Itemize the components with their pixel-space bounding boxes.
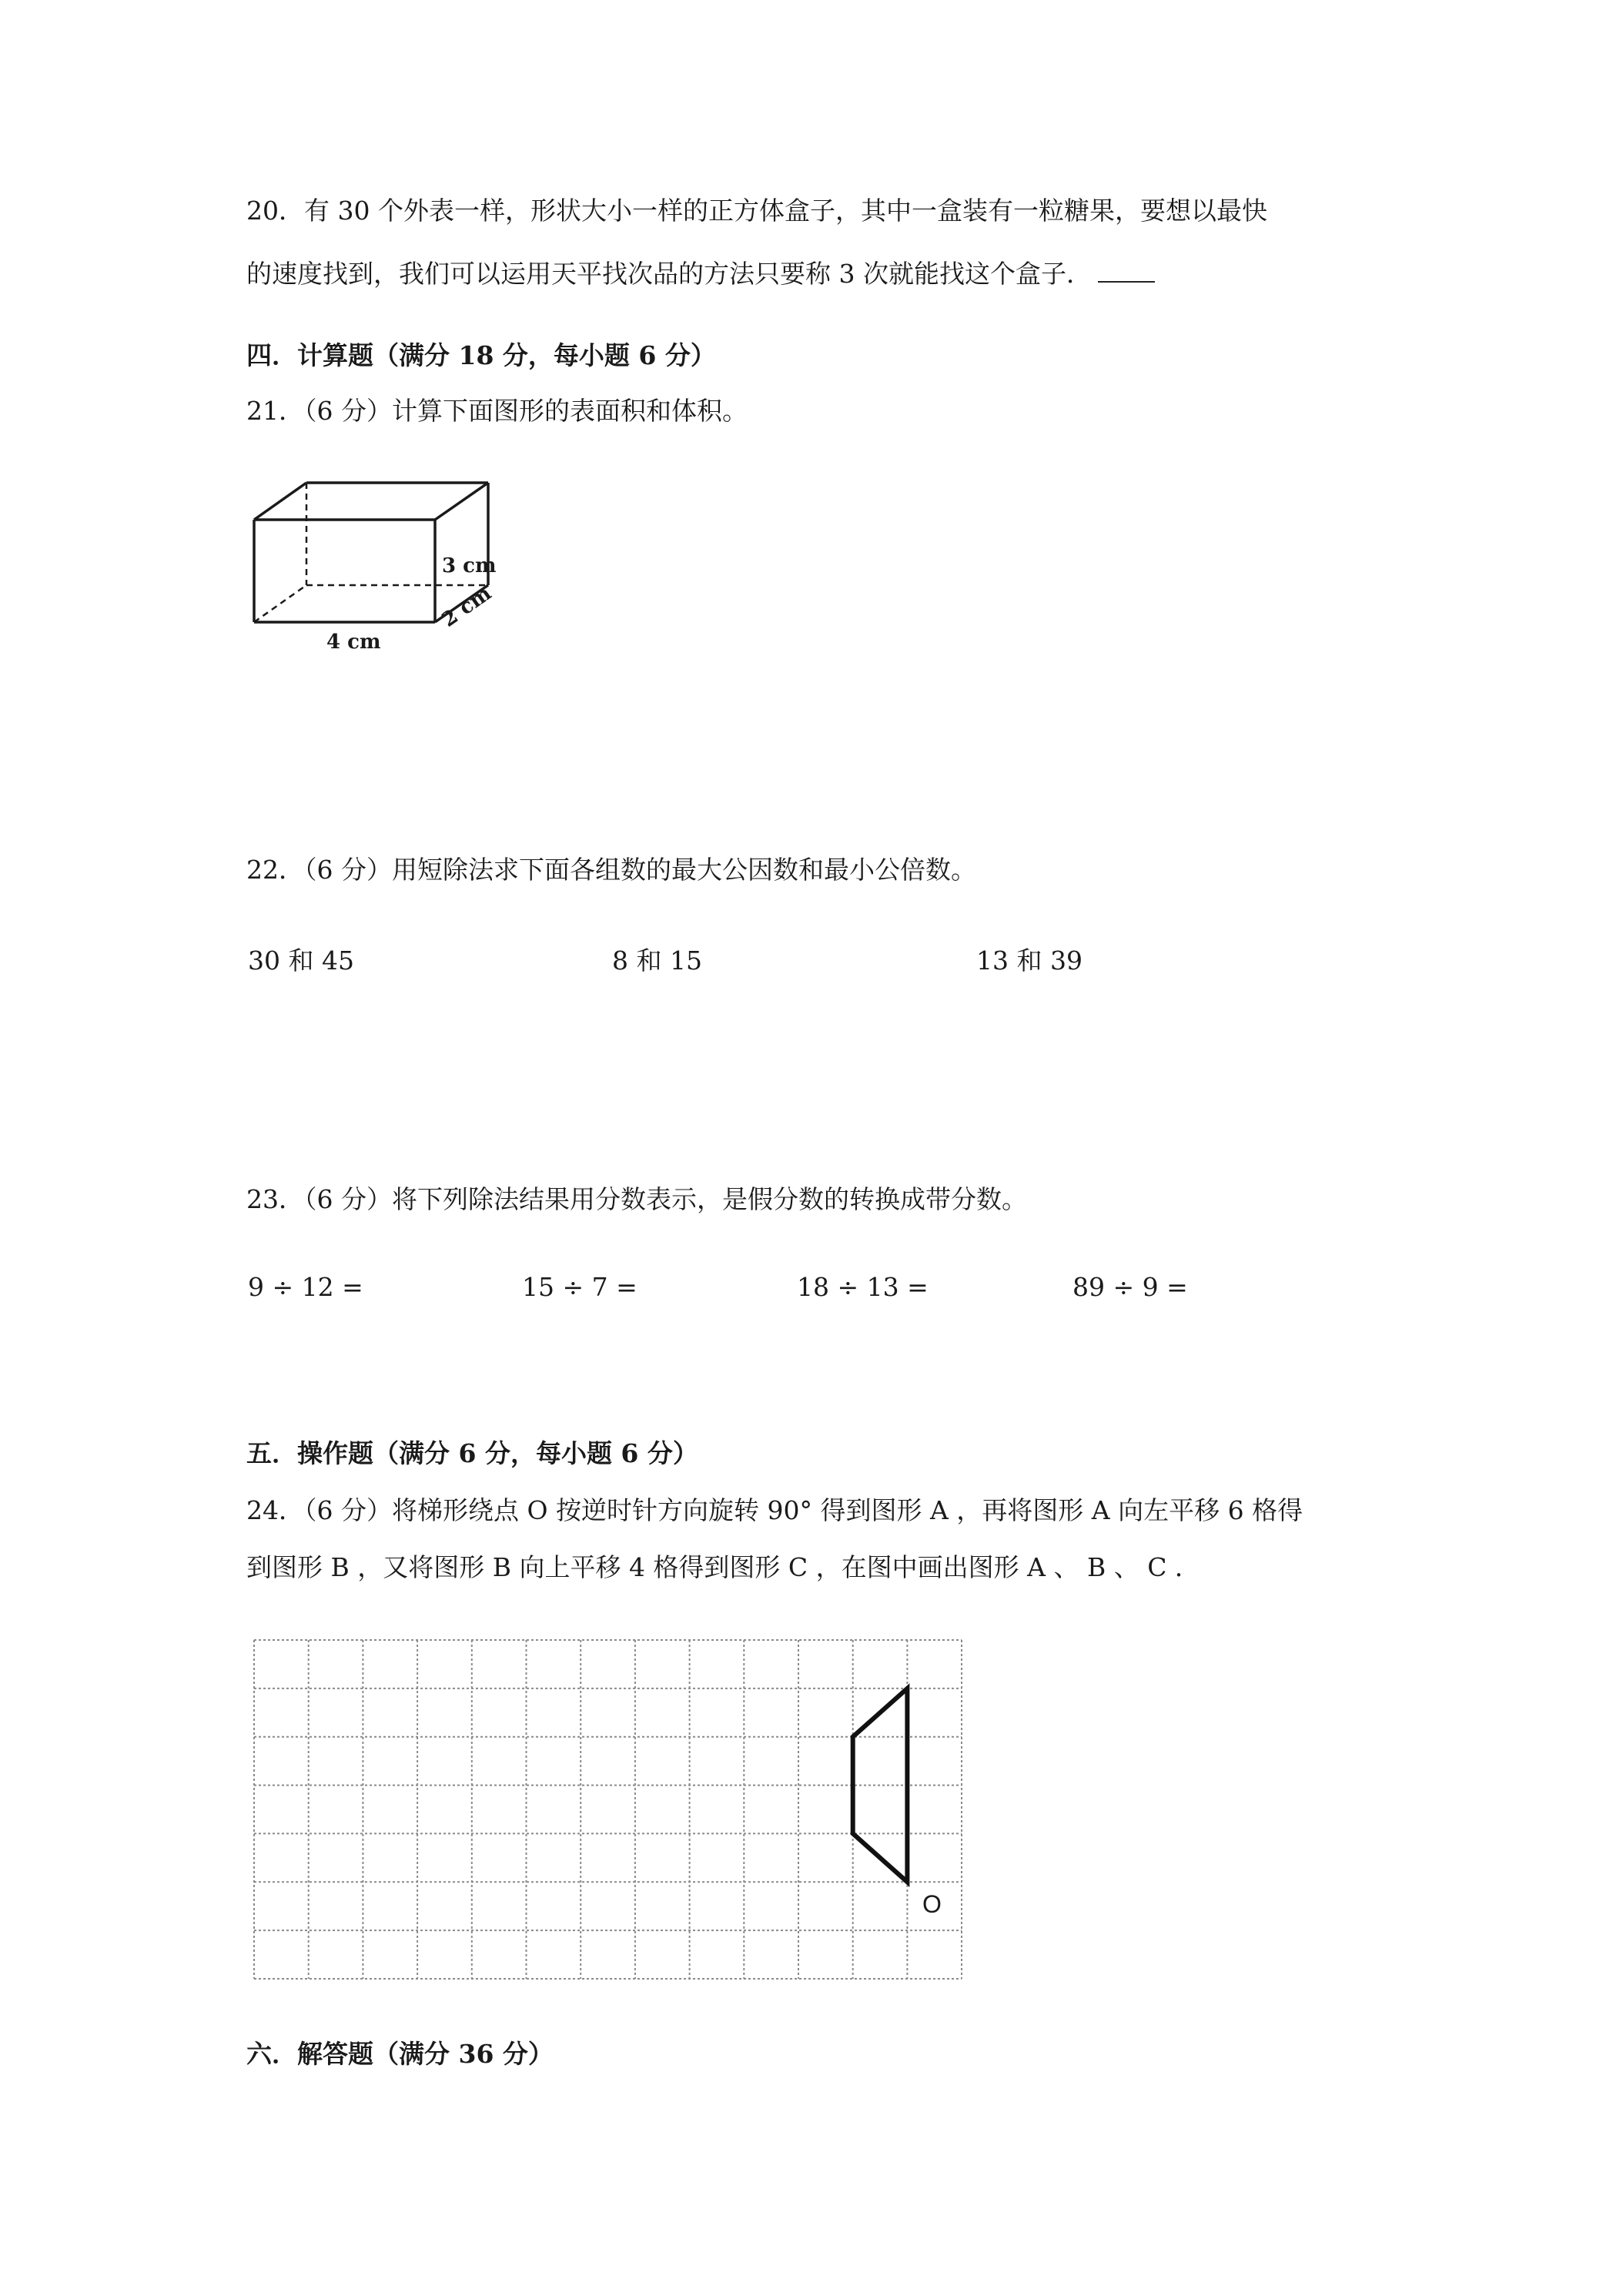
section6-title: 六．解答题（满分 36 分） <box>246 2039 554 2069</box>
q23-item-1: 9 ÷ 12 = <box>248 1272 363 1302</box>
q24-line2: 到图形 B ，又将图形 B 向上平移 4 格得到图形 C ，在图中画出图形 A 、 B 、 C ． <box>246 1552 1200 1582</box>
q23-item-3: 18 ÷ 13 = <box>797 1272 929 1302</box>
q22-text: 22．（6 分）用短除法求下面各组数的最大公因数和最小公倍数。 <box>246 855 976 885</box>
width-label: 2 cm <box>437 581 496 632</box>
height-label: 3 cm <box>442 554 497 577</box>
section4-title: 四．计算题（满分 18 分，每小题 6 分） <box>246 340 716 370</box>
section5-title: 五．操作题（满分 6 分，每小题 6 分） <box>246 1438 698 1468</box>
q22-item-3: 13 和 39 <box>976 946 1083 976</box>
length-label: 4 cm <box>326 631 381 654</box>
q23-item-2: 15 ÷ 7 = <box>522 1272 637 1302</box>
q22-item-1: 30 和 45 <box>248 946 354 976</box>
q20-line1: 20．有 30 个外表一样，形状大小一样的正方体盒子，其中一盒装有一粒糖果，要想以最快 <box>246 196 1267 226</box>
cuboid-figure <box>246 474 508 658</box>
q23-text: 23．（6 分）将下列除法结果用分数表示，是假分数的转换成带分数。 <box>246 1184 1027 1214</box>
q23-item-4: 89 ÷ 9 = <box>1073 1272 1188 1302</box>
q20-line2-text: 的速度找到，我们可以运用天平找次品的方法只要称 3 次就能找这个盒子． <box>246 259 1092 289</box>
q22-item-2: 8 和 15 <box>612 946 702 976</box>
q20-line2 <box>246 257 1155 291</box>
point-o-label: O <box>922 1890 942 1918</box>
q21-text: 21．（6 分）计算下面图形的表面积和体积。 <box>246 396 748 426</box>
square-grid[interactable] <box>245 1631 976 1985</box>
q24-line1: 24．（6 分）将梯形绕点 O 按逆时针方向旋转 90° 得到图形 A ，再将图形 A 向左平移 6 格得 <box>246 1495 1303 1525</box>
answer-blank[interactable] <box>1098 258 1155 283</box>
